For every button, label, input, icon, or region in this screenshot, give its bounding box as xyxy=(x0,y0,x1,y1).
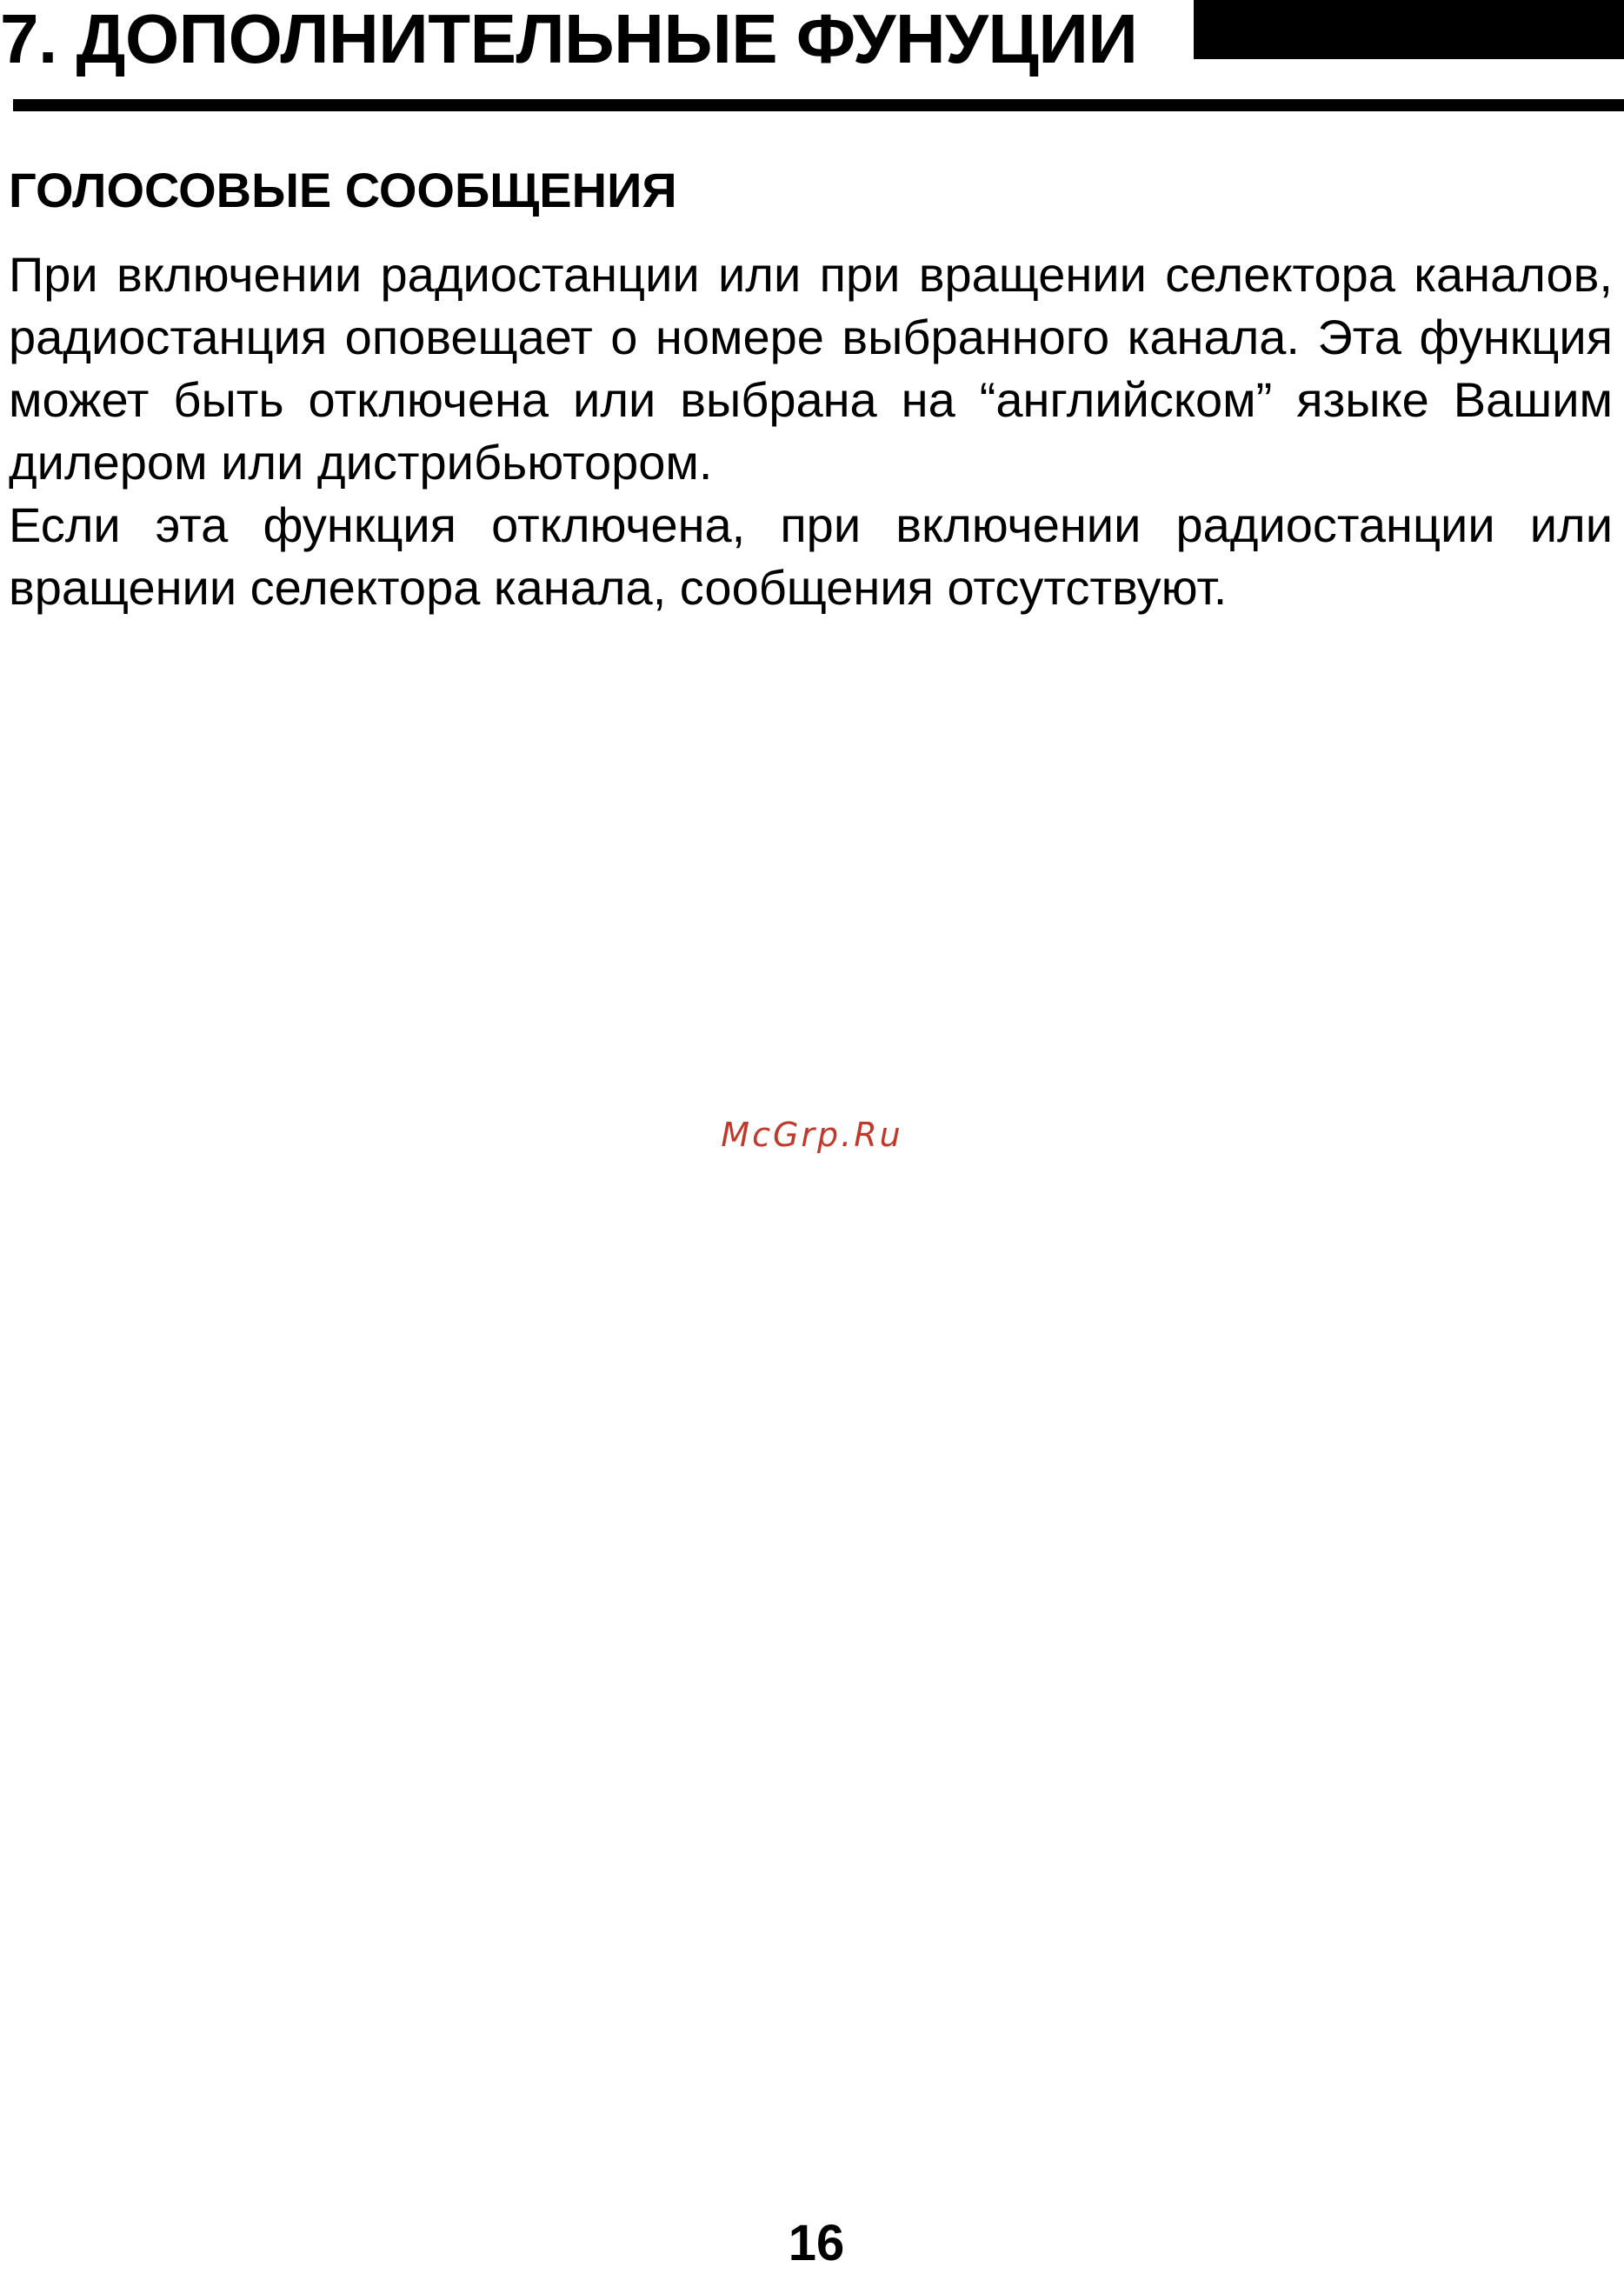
title-decor-bar xyxy=(1194,0,1624,59)
watermark: McGrp.Ru xyxy=(721,1116,903,1154)
section-heading: ГОЛОСОВЫЕ СООБЩЕНИЯ xyxy=(9,163,677,217)
paragraph-voice-announcement: При включении радиостанции или при вращении селектора каналов, радиостанция оповещает о номере выбранного канала. Эта функция может быть отключена или выбрана на “английском” языке Вашим дилером или дистрибьютором. xyxy=(9,247,1613,490)
section-body xyxy=(9,243,1613,619)
chapter-title: 7. ДОПОЛНИТЕЛЬНЫЕ ФУНУЦИИ xyxy=(0,0,1138,77)
paragraph-function-disabled: Если эта функция отключена, при включении радиостанции или вращении селектора канала, сообщения отсутствуют. xyxy=(9,497,1613,615)
page-number: 16 xyxy=(788,2215,845,2271)
header-divider xyxy=(13,99,1624,111)
